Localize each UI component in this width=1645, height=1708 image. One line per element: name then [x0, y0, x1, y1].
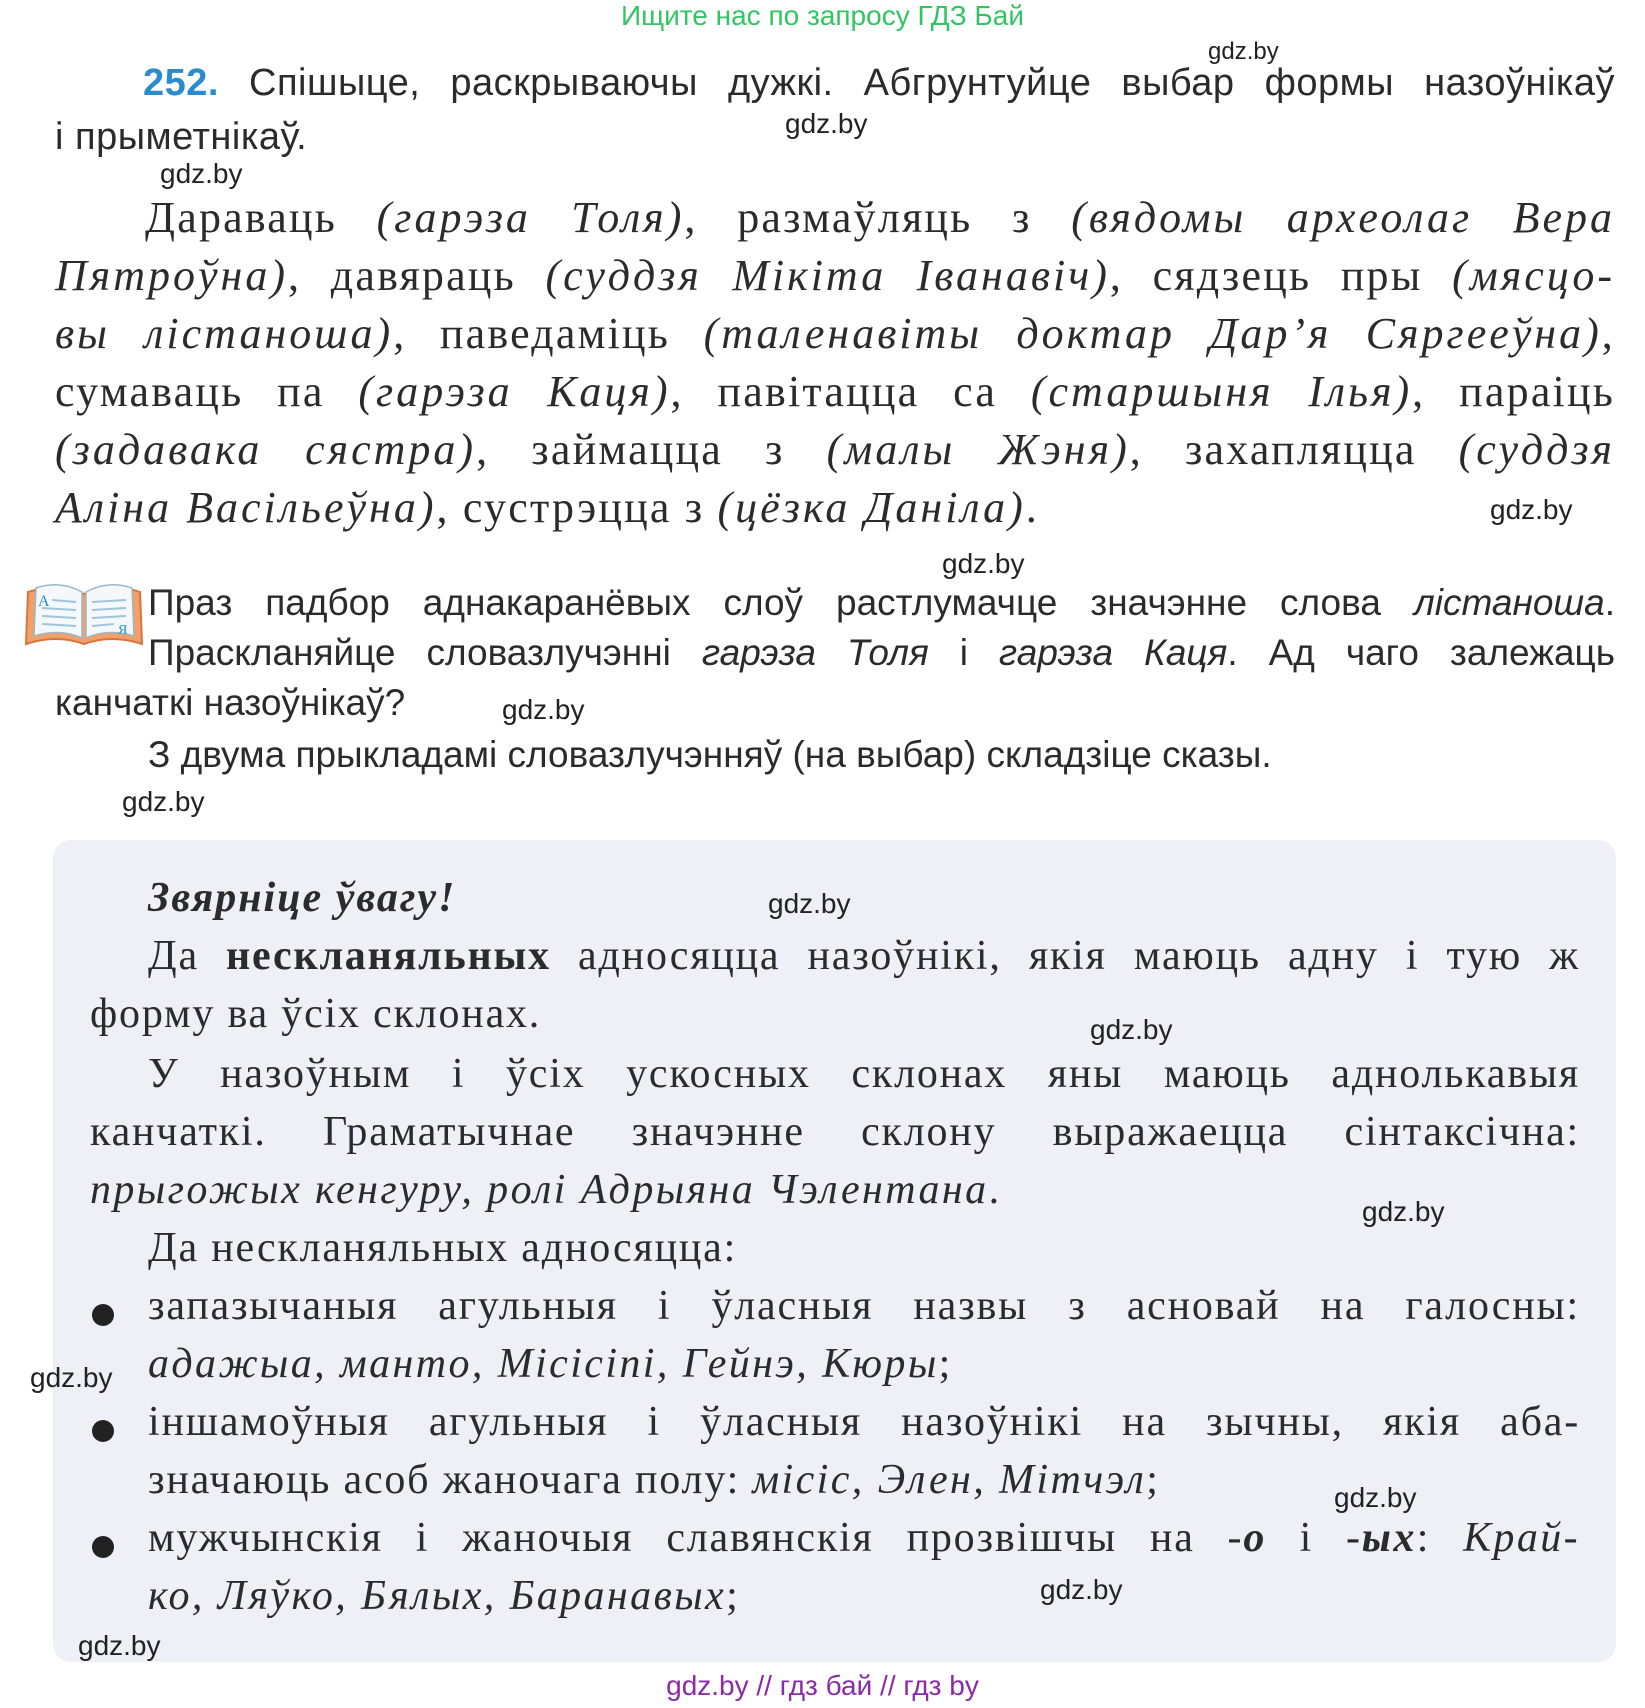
- watermark: gdz.by: [78, 1630, 161, 1661]
- watermark: gdz.by: [942, 548, 1025, 579]
- exercise-line: сумаваць па (гарэза Каця), павітацца са (старшыня Ілья), параіць: [55, 367, 1615, 416]
- exercise-line: Пятроўна), давяраць (суддзя Мікіта Іванавіч), сядзець пры (мясцо-: [55, 251, 1615, 300]
- watermark: gdz.by: [122, 786, 205, 817]
- question-line: Праз падбор аднакаранёвых слоў растлумачце значэнне слова лістаноша.: [148, 582, 1615, 623]
- watermark: gdz.by: [1334, 1482, 1417, 1513]
- exercise-line: (задавака сястра), займацца з (малы Жэня), захапляцца (суддзя: [55, 425, 1615, 474]
- note-line: форму ва ўсіх склонах.: [90, 991, 542, 1037]
- watermark: gdz.by: [1040, 1574, 1123, 1605]
- note-bullet-line: мужчынскія і жаночыя славянскія прозвішчы на -о і -ых: Край-: [148, 1515, 1581, 1561]
- task-instruction: 252. Спішыце, раскрываючы дужкі. Абгрунтуйце выбар формы назоўнікаў: [143, 62, 1615, 104]
- task-instruction-cont: і прыметнікаў.: [55, 116, 308, 158]
- note-bullet-line: адажыа, манто, Місісіпі, Гейнэ, Кюры;: [148, 1341, 953, 1387]
- task-number: 252.: [143, 62, 219, 104]
- note-bullet-line: іншамоўныя агульныя і ўласныя назоўнікі на зычны, якія аба-: [148, 1399, 1580, 1445]
- note-line: Да нескланяльных адносяцца назоўнікі, якія маюць адну і тую ж: [148, 933, 1580, 979]
- book-letter-ya: Я: [118, 623, 128, 638]
- exercise-line: вы лістаноша), паведаміць (таленавіты доктар Дар’я Сяргееўна),: [55, 309, 1615, 358]
- question-line: Праскланяйце словазлучэнні гарэза Толя і гарэза Каця. Ад чаго залежаць: [148, 632, 1616, 673]
- watermark: gdz.by: [30, 1362, 113, 1393]
- note-line: канчаткі. Граматычнае значэнне склону выражаецца сінтаксічна:: [90, 1109, 1580, 1155]
- question-line: З двума прыкладамі словазлучэнняў (на выбар) складзіце сказы.: [148, 734, 1272, 775]
- watermark: gdz.by: [1490, 494, 1573, 525]
- note-bullet-line: запазычаныя агульныя і ўласныя назвы з асновай на галосны:: [148, 1283, 1580, 1329]
- note-line: Да нескланяльных адносяцца:: [148, 1225, 738, 1271]
- watermark: gdz.by: [502, 694, 585, 725]
- exercise-line: Дараваць (гарэза Толя), размаўляць з (вядомы археолаг Вера: [145, 193, 1615, 242]
- footer: gdz.by // гдз бай // гдз by: [666, 1670, 979, 1701]
- watermark: gdz.by: [1090, 1014, 1173, 1045]
- note-heading: Звярніце ўвагу!: [148, 875, 457, 921]
- watermark: gdz.by: [768, 888, 851, 919]
- exercise-line: Аліна Васільеўна), сустрэцца з (цёзка Даніла).: [55, 483, 1039, 532]
- book-letter-a: А: [38, 593, 50, 610]
- watermark: gdz.by: [1208, 38, 1279, 65]
- watermark: gdz.by: [160, 158, 243, 189]
- note-line: У назоўным і ўсіх ускосных склонах яны маюць аднолькавыя: [148, 1051, 1580, 1097]
- note-bullet-line: ко, Ляўко, Бялых, Баранавых;: [148, 1573, 740, 1619]
- bullet: [92, 1536, 114, 1558]
- bullet: [92, 1420, 114, 1442]
- note-bullet-line: значаюць асоб жаночага полу: місіс, Элен, Мітчэл;: [148, 1457, 1160, 1503]
- bullet: [92, 1304, 114, 1326]
- watermark: gdz.by: [1362, 1196, 1445, 1227]
- question-line: канчаткі назоўнікаў?: [55, 682, 406, 723]
- note-line: прыгожых кенгуру, ролі Адрыяна Чэлентана.: [90, 1167, 1001, 1213]
- watermark: gdz.by: [785, 108, 868, 139]
- top-banner: Ищите нас по запросу ГДЗ Бай: [620, 0, 1025, 31]
- book-icon: [22, 578, 146, 650]
